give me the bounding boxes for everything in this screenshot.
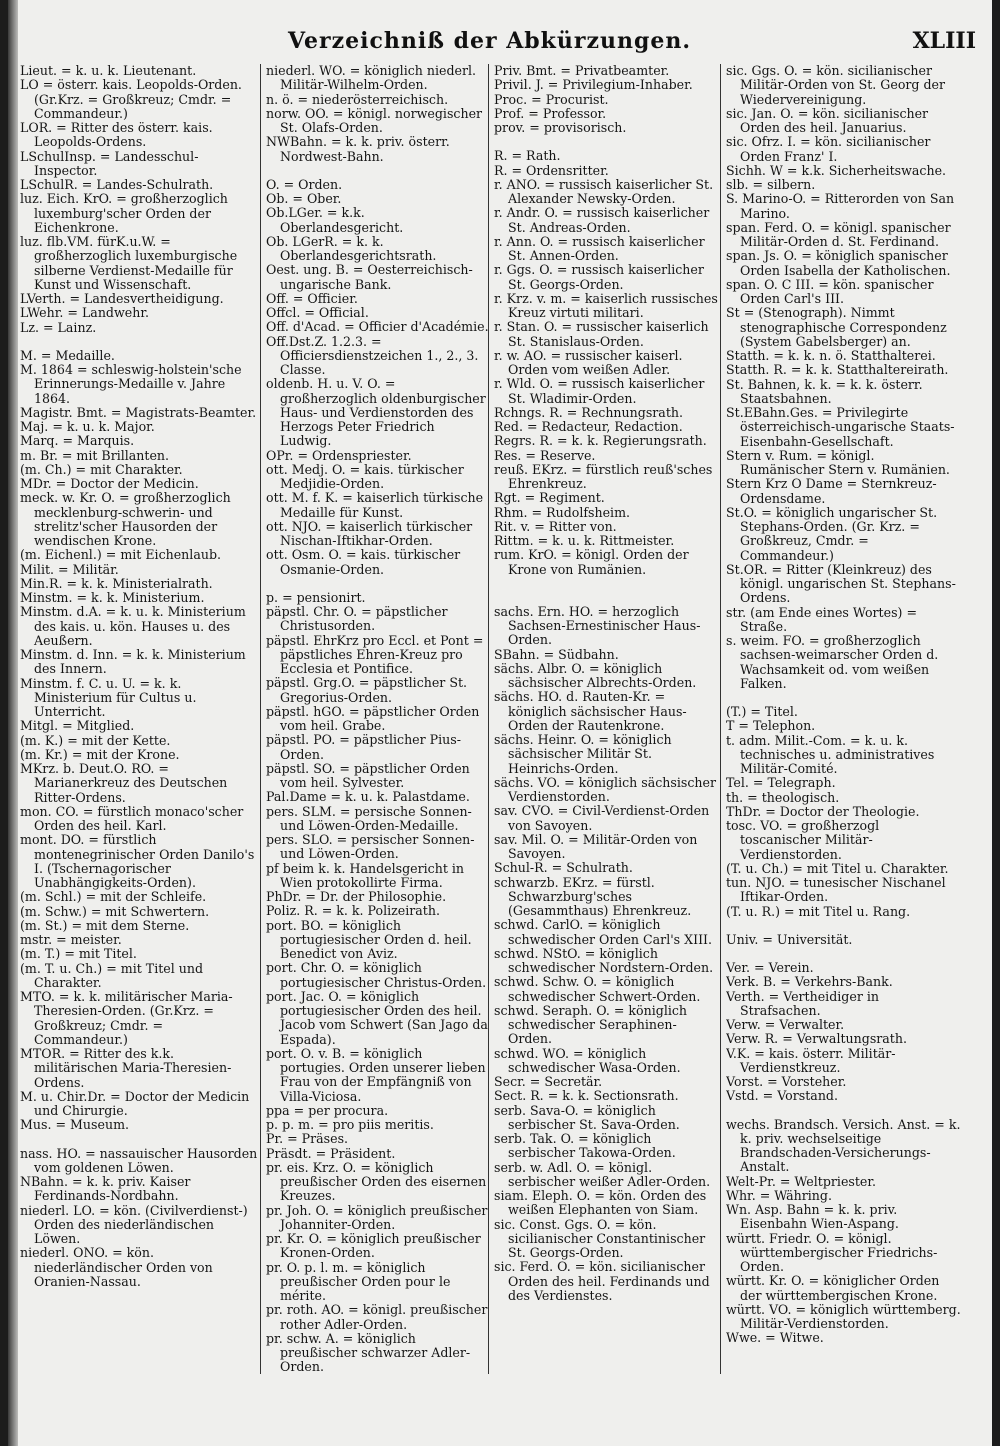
abbreviation-entry: siam. Eleph. O. = kön. Orden des weißen Elephanten von Siam. <box>494 1188 707 1218</box>
abbreviation-entry: (T.) = Titel. <box>726 704 798 719</box>
abbreviation-entry: LOR. = Ritter des österr. kais. Leopolds-Ordens. <box>20 120 213 150</box>
abbreviation-entry: Sichh. W = k.k. Sicherheitswache. <box>726 162 947 178</box>
abbreviation-entry: päpstl. Chr. O. = päpstlicher Christusorden. <box>266 604 448 634</box>
abbreviation-entry: S. Marino-O. = Ritterorden von San Marino. <box>726 191 955 221</box>
abbreviation-entry: württ. Kr. O. = königlicher Orden der württembergischen Krone. <box>726 1273 940 1303</box>
abbreviation-entry: schwd. NStO. = königlich schwedischer Nordstern-Orden. <box>494 945 714 975</box>
abbreviation-entry: St. Bahnen, k. k. = k. k. österr. Staatsbahnen. <box>726 376 923 406</box>
abbreviation-entry: sächs. VO. = königlich sächsischer Verdienstorden. <box>494 774 716 804</box>
abbreviation-entry: Rhm. = Rudolfsheim. <box>494 504 631 520</box>
abbreviation-entry: meck. w. Kr. O. = großherzoglich mecklenburg-schwerin- und strelitz'scher Hausorden der wendischen Krone. <box>20 490 231 548</box>
abbreviation-column-3 <box>494 64 720 1404</box>
abbreviation-entry: r. w. AO. = russischer kaiserl. Orden vom weißen Adler. <box>494 347 683 377</box>
abbreviation-entry: r. Ann. O. = russisch kaiserlicher St. Annen-Orden. <box>494 233 705 263</box>
abbreviation-entry: slb. = silbern. <box>726 177 816 192</box>
abbreviation-entry: Res. = Reserve. <box>494 447 596 463</box>
abbreviation-entry: St.O. = königlich ungarischer St. Stephans-Orden. (Gr. Krz. = Großkreuz, Cmdr. = Commandeur.) <box>726 504 938 563</box>
abbreviation-entry: Statth. R. = k. k. Statthaltereirath. <box>726 362 949 378</box>
abbreviation-entry: t. adm. Milit.-Com. = k. u. k. technisches u. administratives Militär-Comité. <box>726 732 935 776</box>
abbreviation-entry: Welt-Pr. = Weltpriester. <box>726 1173 877 1189</box>
abbreviation-entry: sächs. Albr. O. = königlich sächsischer Albrechts-Orden. <box>494 660 697 690</box>
abbreviation-entry: St = (Stenograph). Nimmt stenographische Correspondenz (System Gabelsberger) an. <box>726 305 947 349</box>
abbreviation-entry: St.OR. = Ritter (Kleinkreuz) des königl. ungarischen St. Stephans-Ordens. <box>726 561 956 606</box>
abbreviation-entry: p. = pensionirt. <box>266 589 366 605</box>
abbreviation-entry: Minstm. d.A. = k. u. k. Ministerium des kais. u. kön. Hauses u. des Aeußern. <box>20 604 246 648</box>
abbreviation-entry: Ver. = Verein. <box>726 960 814 975</box>
abbreviation-entry: Mitgl. = Mitglied. <box>20 718 135 734</box>
abbreviation-entry: (m. Schw.) = mit Schwertern. <box>20 903 210 919</box>
abbreviation-entry: mont. DO. = fürstlich montenegrinischer Orden Danilo's I. (Tschernagorischer Unabhängigkeits-Orden). <box>20 832 255 890</box>
abbreviation-entry: r. Ggs. O. = russisch kaiserlicher St. Georgs-Orden. <box>494 262 704 292</box>
abbreviation-entry: mstr. = meister. <box>20 932 122 947</box>
abbreviation-entry: schwd. WO. = königlich schwedischer Wasa-Orden. <box>494 1045 681 1075</box>
abbreviation-entry: s. weim. FO. = großherzoglich sachsen-weimarscher Orden d. Wachsamkeit od. vom weißen Falken. <box>726 633 939 691</box>
abbreviation-entry: schwd. Seraph. O. = königlich schwedischer Seraphinen-Orden. <box>494 1002 688 1047</box>
abbreviation-entry: sic. Const. Ggs. O. = kön. sicilianischer Constantinischer St. Georgs-Orden. <box>494 1216 706 1260</box>
abbreviation-entry: württ. VO. = königlich württemberg. Militär-Verdienstorden. <box>726 1301 961 1331</box>
abbreviation-entry: Oest. ung. B. = Oesterreichisch-ungarische Bank. <box>266 262 473 292</box>
abbreviation-entry: sic. Ofrz. I. = kön. sicilianischer Orden Franz' I. <box>726 134 931 164</box>
abbreviation-entry: württ. Friedr. O. = königl. württembergischer Friedrichs-Orden. <box>726 1230 938 1274</box>
abbreviation-entry: schwarzb. EKrz. = fürstl. Schwarzburg'sches (Gesammthaus) Ehrenkreuz. <box>494 874 692 918</box>
abbreviation-entry: Statth. = k. k. n. ö. Statthalterei. <box>726 348 936 363</box>
abbreviation-entry: sachs. Ern. HO. = herzoglich Sachsen-Ernestinischer Haus-Orden. <box>494 603 701 648</box>
abbreviation-entry: reuß. EKrz. = fürstlich reuß'sches Ehrenkreuz. <box>494 461 713 491</box>
abbreviation-entry: T = Telephon. <box>726 718 816 734</box>
abbreviation-entry: sav. CVO. = Civil-Verdienst-Orden von Savoyen. <box>494 803 710 833</box>
abbreviation-entry: schwd. Schw. O. = königlich schwedischer Schwert-Orden. <box>494 974 701 1004</box>
abbreviation-entry: päpstl. Grg.O. = päpstlicher St. Gregorius-Orden. <box>266 675 468 705</box>
abbreviation-entry: serb. w. Adl. O. = königl. serbischer weißer Adler-Orden. <box>494 1159 711 1189</box>
abbreviation-entry: luz. flb.VM. fürK.u.W. = großherzoglich luxemburgische silberne Verdienst-Medaille für Kunst und Wissenschaft. <box>20 234 238 292</box>
abbreviation-entry: Minstm. f. C. u. U. = k. k. Ministerium für Cultus u. Unterricht. <box>20 675 197 719</box>
abbreviation-entry: Pr. = Präses. <box>266 1131 349 1147</box>
abbreviation-entry: Off. d'Acad. = Officier d'Académie. <box>266 319 489 335</box>
abbreviation-entry: tun. NJO. = tunesischer Nischanel Iftikar-Orden. <box>726 875 946 905</box>
abbreviation-entry: Wn. Asp. Bahn = k. k. priv. Eisenbahn Wien-Aspang. <box>726 1202 899 1232</box>
abbreviation-entry: r. ANO. = russisch kaiserlicher St. Alexander Newsky-Orden. <box>494 176 714 206</box>
abbreviation-entry: niederl. ONO. = kön. niederländischer Orden von Oranien-Nassau. <box>20 1245 213 1289</box>
abbreviation-entry: sächs. HO. d. Rauten-Kr. = königlich sächsischer Haus-Orden der Rautenkrone. <box>494 689 687 733</box>
abbreviation-entry: Maj. = k. u. k. Major. <box>20 419 155 434</box>
abbreviation-entry: (m. K.) = mit der Kette. <box>20 732 171 748</box>
abbreviation-entry: Regrs. R. = k. k. Regierungsrath. <box>494 433 707 449</box>
abbreviation-entry: Rchngs. R. = Rechnungsrath. <box>494 404 683 420</box>
abbreviation-entry: LVerth. = Landesvertheidigung. <box>20 291 224 306</box>
abbreviation-entry: St.EBahn.Ges. = Privilegirte österreichisch-ungarische Staats-Eisenbahn-Gesellschaft. <box>726 405 955 449</box>
abbreviation-entry: port. Jac. O. = königlich portugiesischer Orden des heil. Jacob vom Schwert (San Jago da Espada). <box>266 988 488 1047</box>
page-number: XLIII <box>912 28 976 54</box>
abbreviation-entry: ott. Medj. O. = kais. türkischer Medjidie-Orden. <box>266 461 464 491</box>
abbreviation-entry: r. Andr. O. = russisch kaiserlicher St. Andreas-Orden. <box>494 205 710 235</box>
abbreviation-entry: Off.Dst.Z. 1.2.3. = Officiersdienstzeichen 1., 2., 3. Classe. <box>266 333 479 377</box>
abbreviation-entry: LWehr. = Landwehr. <box>20 305 149 321</box>
abbreviation-entry: Vstd. = Vorstand. <box>726 1088 838 1104</box>
abbreviation-entry: sic. Ggs. O. = kön. sicilianischer Militär-Orden von St. Georg der Wiedervereinigung. <box>726 64 946 107</box>
abbreviation-entry: Stern Krz O Dame = Sternkreuz-Ordensdame. <box>726 476 937 506</box>
page-edge-shadow <box>8 0 18 1446</box>
abbreviation-entry: M. = Medaille. <box>20 347 115 363</box>
abbreviation-entry: MTO. = k. k. militärischer Maria-Theresien-Orden. (Gr.Krz. = Großkreuz; Cmdr. = Commandeur.) <box>20 989 233 1047</box>
abbreviation-entry: (m. St.) = mit dem Sterne. <box>20 917 190 933</box>
abbreviation-entry: Tel. = Telegraph. <box>726 775 836 791</box>
page-header <box>8 22 992 62</box>
abbreviation-entry: Min.R. = k. k. Ministerialrath. <box>20 575 213 591</box>
abbreviation-entry: sic. Jan. O. = kön. sicilianischer Orden des heil. Januarius. <box>726 105 929 135</box>
abbreviation-column-2 <box>266 64 490 1404</box>
abbreviation-entry: Ob. LGerR. = k. k. Oberlandesgerichtsrath. <box>266 233 437 263</box>
section-gap <box>494 577 720 591</box>
abbreviation-entry: schwd. CarlO. = königlich schwedischer Orden Carl's XIII. <box>494 917 713 947</box>
abbreviation-entry: MTOR. = Ritter des k.k. militärischen Maria-Theresien-Ordens. <box>20 1046 232 1090</box>
abbreviation-entry: Lieut. = k. u. k. Lieutenant. <box>20 64 197 78</box>
abbreviation-entry: Red. = Redacteur, Redaction. <box>494 419 683 434</box>
abbreviation-entry: (m. Kr.) = mit der Krone. <box>20 746 180 762</box>
abbreviation-entry: mon. CO. = fürstlich monaco'scher Orden des heil. Karl. <box>20 803 244 833</box>
abbreviation-entry: pr. O. p. l. m. = königlich preußischer Orden pour le mérite. <box>266 1259 451 1303</box>
abbreviation-entry: Schul-R. = Schulrath. <box>494 860 633 876</box>
abbreviation-entry: r. Wld. O. = russisch kaiserlicher St. Wladimir-Orden. <box>494 376 705 406</box>
abbreviation-entry: Prof. = Professor. <box>494 105 607 121</box>
abbreviation-entry: (m. Ch.) = mit Charakter. <box>20 461 183 477</box>
abbreviation-entry: sav. Mil. O. = Militär-Orden von Savoyen. <box>494 831 698 861</box>
section-gap <box>266 577 490 591</box>
abbreviation-entry: (T. u. Ch.) = mit Titel u. Charakter. <box>726 860 949 876</box>
abbreviation-entry: Ob. = Ober. <box>266 191 342 206</box>
abbreviation-entry: Milit. = Militär. <box>20 561 119 577</box>
abbreviation-entry: ott. Osm. O. = kais. türkischer Osmanie-Orden. <box>266 547 461 577</box>
abbreviation-entry: r. Krz. v. m. = kaiserlich russisches Kreuz virtuti militari. <box>494 290 718 320</box>
abbreviation-entry: Poliz. R. = k. k. Polizeirath. <box>266 903 440 919</box>
abbreviation-entry: R. = Rath. <box>494 148 561 164</box>
abbreviation-entry: M. u. Chir.Dr. = Doctor der Medicin und Chirurgie. <box>20 1088 250 1118</box>
abbreviation-entry: Magistr. Bmt. = Magistrats-Beamter. <box>20 404 257 420</box>
column-divider <box>720 64 721 1374</box>
abbreviation-entry: rum. KrO. = königl. Orden der Krone von Rumänien. <box>494 547 689 577</box>
abbreviation-entry: Offcl. = Official. <box>266 305 369 320</box>
page-title: Verzeichniß der Abkürzungen. <box>288 28 692 54</box>
abbreviation-entry: MDr. = Doctor der Medicin. <box>20 476 199 491</box>
abbreviation-entry: Ob.LGer. = k.k. Oberlandesgericht. <box>266 205 404 235</box>
section-gap <box>20 1133 258 1147</box>
abbreviation-entry: LO = österr. kais. Leopolds-Orden. (Gr.Krz. = Großkreuz; Cmdr. = Commandeur.) <box>20 77 242 121</box>
abbreviation-entry: Minstm. = k. k. Ministerium. <box>20 590 205 605</box>
abbreviation-entry: pf beim k. k. Handelsgericht in Wien protokollirte Firma. <box>266 860 465 890</box>
abbreviation-entry: Rgt. = Regiment. <box>494 490 605 506</box>
abbreviation-entry: pers. SLO. = persischer Sonnen- und Löwen-Orden. <box>266 832 475 862</box>
abbreviation-entry: pr. eis. Krz. O. = königlich preußischer Orden des eisernen Kreuzes. <box>266 1159 487 1204</box>
abbreviation-entry: Wwe. = Witwe. <box>726 1330 824 1346</box>
abbreviation-entry: pr. Kr. O. = königlich preußischer Kronen-Orden. <box>266 1231 481 1261</box>
abbreviation-entry: (m. T. u. Ch.) = mit Titel und Charakter. <box>20 960 204 990</box>
abbreviation-entry: Verk. B. = Verkehrs-Bank. <box>726 974 893 990</box>
section-gap <box>20 335 258 349</box>
abbreviation-entry: Privil. J. = Privilegium-Inhaber. <box>494 77 693 93</box>
abbreviation-entry: päpstl. hGO. = päpstlicher Orden vom heil. Grabe. <box>266 703 480 733</box>
abbreviation-entry: (m. T.) = mit Titel. <box>20 946 137 962</box>
abbreviation-entry: serb. Sava-O. = königlich serbischer St. Sava-Orden. <box>494 1102 680 1132</box>
abbreviation-entry: Verw. = Verwalter. <box>726 1017 845 1032</box>
abbreviation-entry: (m. Eichenl.) = mit Eichenlaub. <box>20 547 222 563</box>
abbreviation-column-1 <box>20 64 258 1404</box>
abbreviation-entry: Priv. Bmt. = Privatbeamter. <box>494 64 670 78</box>
abbreviation-entry: LSchulInsp. = Landesschul-Inspector. <box>20 148 199 178</box>
section-gap <box>494 135 720 149</box>
column-divider <box>260 64 261 1374</box>
abbreviation-entry: r. Stan. O. = russischer kaiserlich St. Stanislaus-Orden. <box>494 319 709 349</box>
section-gap <box>726 919 962 933</box>
abbreviation-entry: Secr. = Secretär. <box>494 1074 603 1089</box>
abbreviation-entry: R. = Ordensritter. <box>494 162 609 178</box>
abbreviation-entry: Verth. = Vertheidiger in Strafsachen. <box>726 988 879 1018</box>
abbreviation-entry: sic. Ferd. O. = kön. sicilianischer Orden des heil. Ferdinands und des Verdienstes. <box>494 1259 710 1303</box>
abbreviation-entry: ThDr. = Doctor der Theologie. <box>726 803 920 819</box>
abbreviation-entry: Proc. = Procurist. <box>494 91 609 107</box>
abbreviation-entry: MKrz. b. Deut.O. RO. = Marianerkreuz des Deutschen Ritter-Ordens. <box>20 761 228 805</box>
abbreviation-entry: n. ö. = niederösterreichisch. <box>266 91 449 107</box>
abbreviation-entry: p. p. m. = pro piis meritis. <box>266 1117 434 1132</box>
abbreviation-entry: pr. roth. AO. = königl. preußischer rother Adler-Orden. <box>266 1302 488 1332</box>
abbreviation-entry: Mus. = Museum. <box>20 1117 130 1133</box>
abbreviation-entry: SBahn. = Südbahn. <box>494 646 619 662</box>
abbreviation-entry: Sect. R. = k. k. Sectionsrath. <box>494 1088 679 1104</box>
abbreviation-entry: Rittm. = k. u. k. Rittmeister. <box>494 533 675 548</box>
abbreviation-entry: span. Ferd. O. = königl. spanischer Militär-Orden d. St. Ferdinand. <box>726 219 951 249</box>
abbreviation-entry: päpstl. SO. = päpstlicher Orden vom heil. Sylvester. <box>266 760 470 790</box>
abbreviation-entry: serb. Tak. O. = königlich serbischer Takowa-Orden. <box>494 1131 676 1161</box>
section-gap <box>726 691 962 705</box>
abbreviation-entry: Marq. = Marquis. <box>20 433 135 449</box>
abbreviation-entry: Off. = Officier. <box>266 290 358 306</box>
abbreviation-entry: NBahn. = k. k. priv. Kaiser Ferdinands-Nordbahn. <box>20 1174 191 1204</box>
abbreviation-entry: (T. u. R.) = mit Titel u. Rang. <box>726 903 911 919</box>
section-gap <box>494 591 720 605</box>
abbreviation-entry: Präsdt. = Präsident. <box>266 1145 396 1161</box>
section-gap <box>266 164 490 178</box>
section-gap <box>726 947 962 961</box>
abbreviation-entry: tosc. VO. = großherzogl toscanischer Militär-Verdienstorden. <box>726 818 880 862</box>
abbreviation-entry: luz. Eich. KrO. = großherzoglich luxemburg'scher Orden der Eichenkrone. <box>20 191 228 235</box>
abbreviation-entry: Rit. v. = Ritter von. <box>494 518 617 534</box>
abbreviation-entry: sächs. Heinr. O. = königlich sächsischer Militär St. Heinrichs-Orden. <box>494 732 672 776</box>
abbreviation-entry: Univ. = Universität. <box>726 931 853 947</box>
abbreviation-entry: ott. NJO. = kaiserlich türkischer Nischan-Iftikhar-Orden. <box>266 518 473 548</box>
abbreviation-entry: Whr. = Währing. <box>726 1187 832 1203</box>
abbreviation-entry: V.K. = kais. österr. Militär-Verdienstkreuz. <box>726 1045 896 1075</box>
abbreviation-entry: Stern v. Rum. = königl. Rumänischer Stern v. Rumänien. <box>726 447 950 477</box>
abbreviation-entry: OPr. = Ordenspriester. <box>266 447 412 463</box>
abbreviation-entry: (m. Schl.) = mit der Schleife. <box>20 889 207 905</box>
abbreviation-entry: th. = theologisch. <box>726 789 840 805</box>
abbreviation-entry: nass. HO. = nassauischer Hausorden vom goldenen Löwen. <box>20 1145 258 1175</box>
abbreviation-entry: str. (am Ende eines Wortes) = Straße. <box>726 604 918 634</box>
abbreviation-entry: ott. M. f. K. = kaiserlich türkische Medaille für Kunst. <box>266 490 484 520</box>
abbreviation-entry: NWBahn. = k. k. priv. österr. Nordwest-Bahn. <box>266 134 450 164</box>
abbreviation-entry: port. BO. = königlich portugiesischer Orden d. heil. Benedict von Aviz. <box>266 917 472 961</box>
abbreviation-entry: Vorst. = Vorsteher. <box>726 1074 847 1089</box>
abbreviation-entry: niederl. LO. = kön. (Civilverdienst-) Orden des niederländischen Löwen. <box>20 1202 248 1246</box>
abbreviation-entry: M. 1864 = schleswig-holstein'sche Erinnerungs-Medaille v. Jahre 1864. <box>20 362 242 406</box>
abbreviation-entry: wechs. Brandsch. Versich. Anst. = k. k. priv. wechselseitige Brandschaden-Versicherungs-Anstalt. <box>726 1116 961 1175</box>
abbreviation-entry: prov. = provisorisch. <box>494 120 627 135</box>
abbreviation-entry: Minstm. d. Inn. = k. k. Ministerium des Innern. <box>20 647 246 677</box>
abbreviation-entry: span. O. C III. = kön. spanischer Orden Carl's III. <box>726 276 934 306</box>
abbreviation-column-4 <box>726 64 962 1404</box>
abbreviation-entry: port. Chr. O. = königlich portugiesischer Christus-Orden. <box>266 960 487 990</box>
abbreviation-entry: pr. schw. A. = königlich preußischer schwarzer Adler-Orden. <box>266 1330 471 1375</box>
abbreviation-entry: O. = Orden. <box>266 176 343 192</box>
abbreviation-entry: päpstl. EhrKrz pro Eccl. et Pont = päpstliches Ehren-Kreuz pro Ecclesia et Pontifice. <box>266 632 484 676</box>
abbreviation-entry: norw. OO. = königl. norwegischer St. Olafs-Orden. <box>266 105 483 135</box>
abbreviation-entry: span. Js. O. = königlich spanischer Orden Isabella der Katholischen. <box>726 248 951 278</box>
abbreviation-entry: oldenb. H. u. V. O. = großherzoglich oldenburgischer Haus- und Verdienstorden des Herzogs Peter Friedrich Ludwig. <box>266 376 486 449</box>
abbreviation-entry: m. Br. = mit Brillanten. <box>20 447 170 463</box>
abbreviation-entry: niederl. WO. = königlich niederl. Militär-Wilhelm-Orden. <box>266 64 477 93</box>
abbreviation-entry: port. O. v. B. = königlich portugies. Orden unserer lieben Frau von der Empfängniß von Villa-Viciosa. <box>266 1045 486 1104</box>
abbreviation-entry: pers. SLM. = persische Sonnen- und Löwen-Orden-Medaille. <box>266 803 472 833</box>
section-gap <box>726 1104 962 1118</box>
abbreviation-entry: pr. Joh. O. = königlich preußischer Johanniter-Orden. <box>266 1202 488 1232</box>
abbreviation-entry: Lz. = Lainz. <box>20 319 97 335</box>
abbreviation-entry: LSchulR. = Landes-Schulrath. <box>20 177 214 192</box>
abbreviation-entry: Verw. R. = Verwaltungsrath. <box>726 1031 907 1047</box>
abbreviation-entry: PhDr. = Dr. der Philosophie. <box>266 889 447 904</box>
document-page <box>8 0 992 1446</box>
abbreviation-entry: Pal.Dame = k. u. k. Palastdame. <box>266 789 470 805</box>
abbreviation-entry: ppa = per procura. <box>266 1102 389 1118</box>
abbreviation-entry: päpstl. PO. = päpstlicher Pius-Orden. <box>266 732 461 762</box>
